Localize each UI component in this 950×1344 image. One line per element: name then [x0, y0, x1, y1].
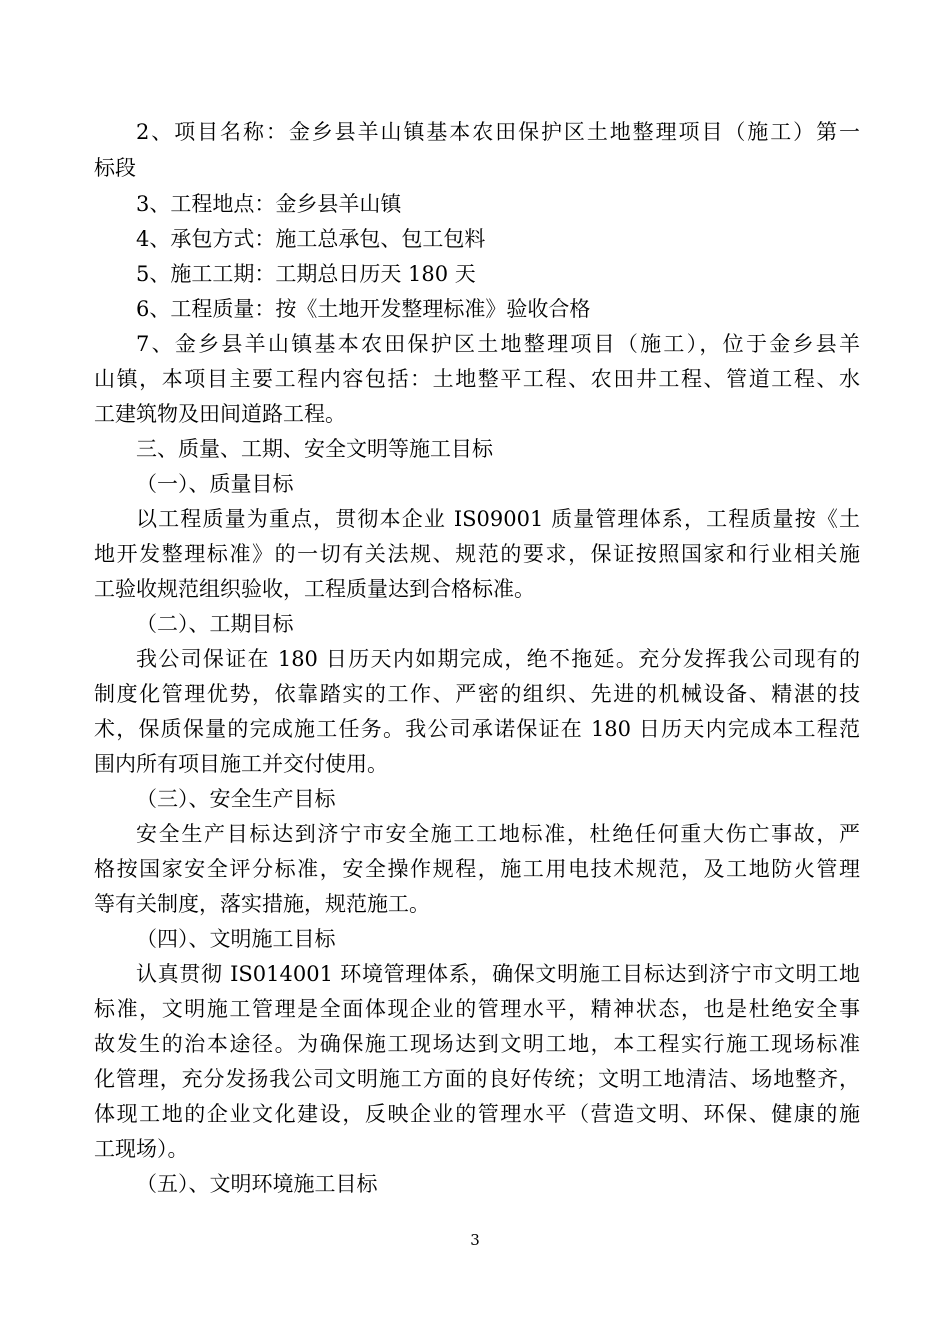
paragraph-line: 5、施工工期：工期总日历天 180 天 [136, 262, 476, 286]
paragraph-line: 格按国家安全评分标准，安全操作规程，施工用电技术规范，及工地防火管理 [94, 857, 860, 881]
paragraph-line: 化管理，充分发扬我公司文明施工方面的良好传统；文明工地清洁、场地整齐， [94, 1067, 860, 1091]
paragraph-line: 认真贯彻 IS014001 环境管理体系，确保文明施工目标达到济宁市文明工地 [136, 962, 860, 986]
paragraph-line: 标段 [94, 156, 136, 180]
paragraph-line: 以工程质量为重点，贯彻本企业 IS09001 质量管理体系，工程质量按《土 [136, 507, 860, 531]
paragraph-line: 地开发整理标准》的一切有关法规、规范的要求，保证按照国家和行业相关施 [94, 542, 860, 566]
subsection-heading: （二）、工期目标 [136, 612, 294, 636]
paragraph-line: 山镇，本项目主要工程内容包括：土地整平工程、农田井工程、管道工程、水 [94, 367, 860, 391]
paragraph-line: 工现场）。 [94, 1137, 189, 1161]
paragraph-line: 标准，文明施工管理是全面体现企业的管理水平，精神状态，也是杜绝安全事 [94, 997, 860, 1021]
subsection-heading: （五）、文明环境施工目标 [136, 1172, 378, 1196]
paragraph-line: 工验收规范组织验收，工程质量达到合格标准。 [94, 577, 535, 601]
subsection-heading: （四）、文明施工目标 [136, 927, 336, 951]
paragraph-line: 等有关制度，落实措施，规范施工。 [94, 892, 430, 916]
paragraph-line: 围内所有项目施工并交付使用。 [94, 752, 388, 776]
paragraph-line: 3、工程地点：金乡县羊山镇 [136, 192, 402, 216]
page-number: 3 [470, 1231, 480, 1249]
paragraph-line: 6、工程质量：按《土地开发整理标准》验收合格 [136, 297, 591, 321]
paragraph-line: 4、承包方式：施工总承包、包工包料 [136, 227, 486, 251]
paragraph-line: 制度化管理优势，依靠踏实的工作、严密的组织、先进的机械设备、精湛的技 [94, 682, 860, 706]
paragraph-line: 7、金乡县羊山镇基本农田保护区土地整理项目（施工），位于金乡县羊 [136, 332, 860, 356]
paragraph-line: 工建筑物及田间道路工程。 [94, 402, 346, 426]
subsection-heading: （三）、安全生产目标 [136, 787, 336, 811]
paragraph-line: 2、项目名称：金乡县羊山镇基本农田保护区土地整理项目（施工）第一 [136, 120, 860, 144]
paragraph-line: 体现工地的企业文化建设，反映企业的管理水平（营造文明、环保、健康的施 [94, 1102, 860, 1126]
paragraph-line: 故发生的治本途径。为确保施工现场达到文明工地，本工程实行施工现场标准 [94, 1032, 860, 1056]
paragraph-line: 术，保质保量的完成施工任务。我公司承诺保证在 180 日历天内完成本工程范 [94, 717, 860, 741]
section-heading: 三、质量、工期、安全文明等施工目标 [136, 437, 493, 461]
paragraph-line: 我公司保证在 180 日历天内如期完成，绝不拖延。充分发挥我公司现有的 [136, 647, 860, 671]
subsection-heading: （一）、质量目标 [136, 472, 294, 496]
paragraph-line: 安全生产目标达到济宁市安全施工工地标准，杜绝任何重大伤亡事故，严 [136, 822, 860, 846]
